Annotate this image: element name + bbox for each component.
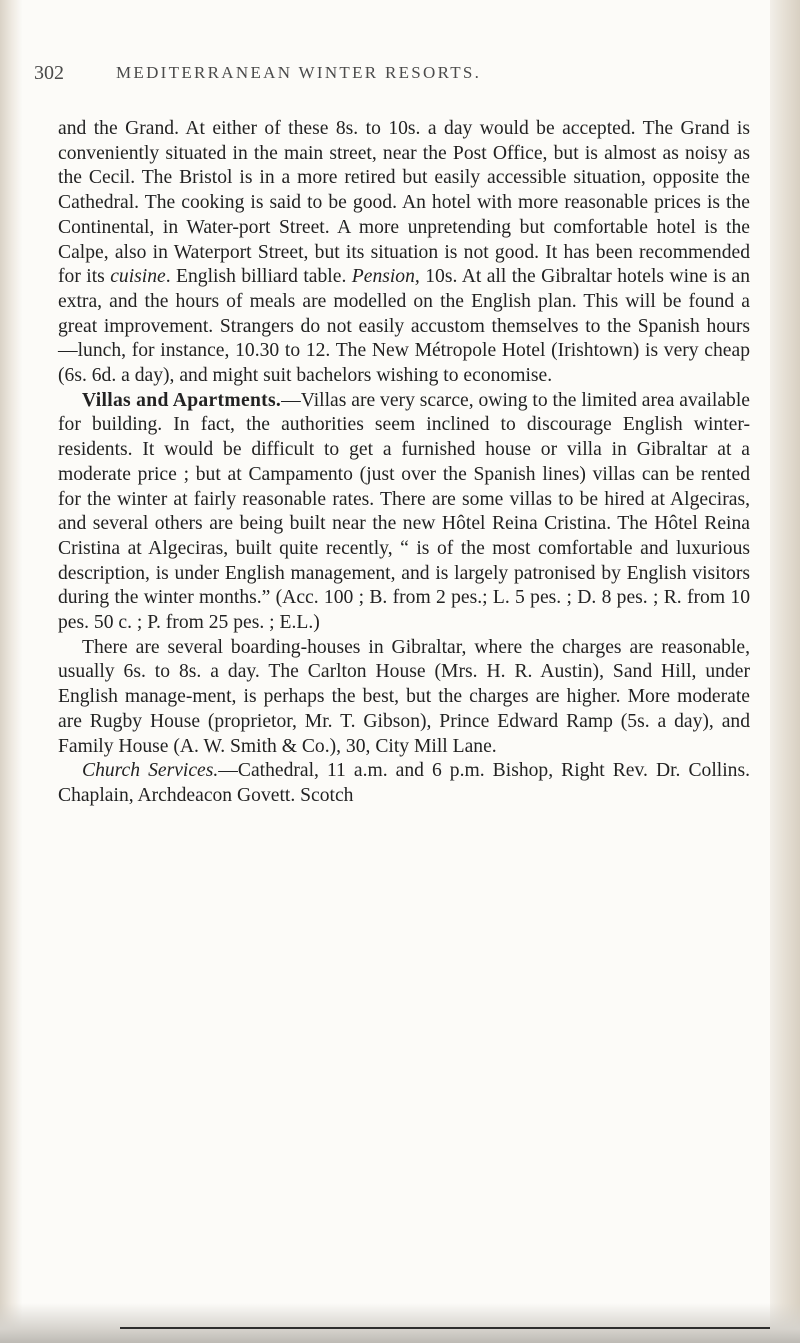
scan-bottom-rule xyxy=(120,1327,770,1329)
page-number: 302 xyxy=(34,62,64,84)
pension-word: Pension, xyxy=(351,266,420,288)
villas-heading: Villas and Apartments. xyxy=(82,389,282,411)
paragraph-church-services xyxy=(58,759,750,808)
paragraph-boarding-houses xyxy=(58,636,750,760)
paragraph-villas xyxy=(58,389,750,636)
paragraph-hotels xyxy=(58,117,750,389)
billiard-text: . English billiard table. xyxy=(165,266,352,288)
page-text xyxy=(58,117,750,809)
hotels-text-rest: 10s. At all the Gibraltar hotels wine is an extra, and the hours of meals are modelled on the English plan. This will be found a great improvement. Strangers do not easily accustom themselves to the Spanish hours—lunch, for instance, 10.30 to 12. The New Métropole Hotel (Irishtown) is very cheap (6s. 6d. a day), and might suit bachelors wishing to economise. xyxy=(58,266,750,387)
church-services-text: —Cathedral, 11 a.m. and 6 p.m. Bishop, Right Rev. Dr. Collins. Chaplain, Archdeacon Govett. Scotch xyxy=(58,760,750,806)
scan-bottom-shadow xyxy=(0,1303,800,1343)
villas-text: —Villas are very scarce, owing to the limited area available for building. In fact, the authorities seem inclined to discourage English winter-residents. It would be difficult to get a furnished house or villa in Gibraltar at a moderate price ; but at Campamento (just over the Spanish lines) villas can be rented for the winter at fairly reasonable rates. There are some villas to be hired at Algeciras, and several others are being built near the new Hôtel Reina Cristina. The Hôtel Reina Cristina at Algeciras, built quite recently, “ is of the most comfortable and luxurious description, is under English management, and is largely patronised by English visitors during the winter months.” (Acc. 100 ; B. from 2 pes.; L. 5 pes. ; D. 8 pes. ; R. from 10 pes. 50 c. ; P. from 25 pes. ; E.L.) xyxy=(58,389,750,634)
scan-right-edge xyxy=(770,0,800,1343)
hotels-text: and the Grand. At either of these 8s. to 10s. a day would be accepted. The Grand is conveniently situated in the main street, near the Post Office, but is almost as noisy as the Cecil. The Bristol is in a more retired but easily accessible situation, opposite the Cathedral. The cooking is said to be good. An hotel with more reasonable prices is the Continental, in Water-port Street. A more unpretending but comfortable hotel is the Calpe, also in Waterport Street, but its situation is not good. It has been recommended for its xyxy=(58,118,750,288)
scan-left-edge xyxy=(0,0,22,1343)
cuisine-word: cuisine xyxy=(110,266,166,288)
running-head xyxy=(0,62,800,90)
church-services-heading: Church Services. xyxy=(82,760,219,782)
running-title: MEDITERRANEAN WINTER RESORTS. xyxy=(116,63,482,82)
boarding-houses-text: There are several boarding-houses in Gibraltar, where the charges are reasonable, usually 6s. to 8s. a day. The Carlton House (Mrs. H. R. Austin), Sand Hill, under English manage-ment, is perhaps the best, but the charges are higher. More moderate are Rugby House (proprietor, Mr. T. Gibson), Prince Edward Ramp (5s. a day), and Family House (A. W. Smith & Co.), 30, City Mill Lane. xyxy=(58,636,750,757)
